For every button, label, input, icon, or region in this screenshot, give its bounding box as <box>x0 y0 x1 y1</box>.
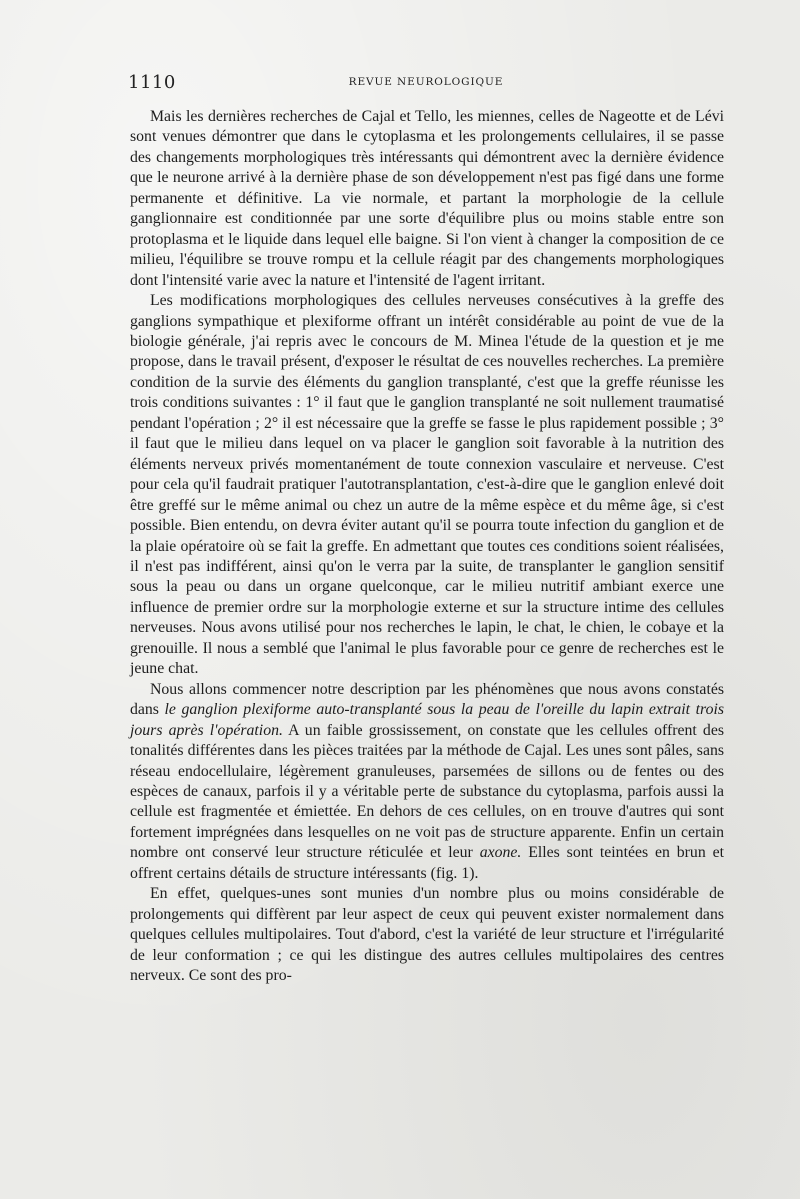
italic-term: axone. <box>479 844 522 862</box>
paragraph-text: Elles sont teintées en brun et offrent certains détails de structure intéressants (fig. 1). <box>130 844 724 882</box>
paragraph <box>130 680 724 885</box>
paragraph <box>130 291 724 680</box>
paragraph-text: Mais les dernières recherches de Cajal et Tello, les miennes, celles de Nageotte et de Lévi sont venues démontrer que dans le cytoplasma et les prolongements cellulaires, il se passe des changements morphologiques très intéressants qui démontrent avec la dernière évidence que le neurone arrivé à la dernière phase de son développement n'est pas figé dans une forme permanente et définitive. La vie normale, et partant la morphologie de la cellule ganglionnaire est conditionnée par une sorte d'équilibre plus ou moins stable entre son protoplasma et le liquide dans lequel elle baigne. Si l'on vient à changer la composition de ce milieu, l'équilibre se trouve rompu et la cellule réagit par des changements morphologiques dont l'intensité varie avec la nature et l'intensité de l'agent irritant. <box>130 108 724 289</box>
running-title: REVUE NEUROLOGIQUE <box>348 76 504 88</box>
italic-phrase: le ganglion plexiforme auto-transplanté sous la peau de l'oreille du lapin extrait trois jours après l'opération. <box>130 701 724 739</box>
paragraph-text: A un faible grossissement, on constate que les cellules offrent des tonalités différentes dans les pièces traitées par la méthode de Cajal. Les unes sont pâles, sans réseau endocellulaire, légèrement granuleuses, parsemées de sillons ou de fentes ou des espèces de canaux, parfois il y a véritable perte de substance du cytoplasma, parfois aussi la cellule est fragmentée et émiettée. En dehors de ces cellules, on en trouve d'autres qui sont fortement imprégnées dans lesquelles on ne voit pas de structure apparente. Enfin un certain nombre ont conservé leur structure réticulée et leur <box>130 721 724 862</box>
paragraph-text: Nous allons commencer notre description par les phénomènes que nous avons constatés dans <box>130 680 724 719</box>
paragraph-text: Les modifications morphologiques des cellules nerveuses consécutives à la greffe des ganglions sympathique et plexiforme offrant un intérêt considérable au point de vue de la biologie générale, j'ai repris avec le concours de M. Minea l'étude de la question et je me propose, dans le travail présent, d'exposer le résultat de ces nouvelles recherches. La première condition de la survie des éléments du ganglion transplanté, c'est que la greffe réunisse les trois conditions suivantes : 1° il faut que le ganglion transplanté ne soit nullement traumatisé pendant l'opération ; 2° il est nécessaire que la greffe se fasse le plus rapidement possible ; 3° il faut que le milieu dans lequel on va placer le ganglion soit favorable à la nutrition des éléments nerveux privés momentanément de toute connexion vasculaire et nerveuse. C'est pour cela qu'il faudrait pratiquer l'autotransplantation, c'est-à-dire que le ganglion enlevé doit être greffé sur le même animal ou chez un autre de la même espèce et du même âge, si c'est possible. Bien entendu, on devra éviter autant qu'il se pourra toute infection du ganglion et de la plaie opératoire où se fait la greffe. En admettant que toutes ces conditions soient réalisées, il n'est pas indifférent, ainsi qu'on le verra par la suite, de transplanter le ganglion sensitif sous la peau ou dans un organe quelconque, car le milieu nutritif ambiant exerce une influence de premier ordre sur la morphologie externe et sur la structure intime des cellules nerveuses. Nous avons utilisé pour nos recherches le lapin, le chat, le chien, le cobaye et la grenouille. Il nous a semblé que l'animal le plus favorable pour ce genre de recherches est le jeune chat. <box>130 292 724 678</box>
page-number: 1110 <box>128 72 176 93</box>
paragraph-text: En effet, quelques-unes sont munies d'un nombre plus ou moins considérable de prolongements qui diffèrent par leur aspect de ceux qui peuvent exister normalement dans quelques cellules multipolaires. Tout d'abord, c'est la variété de leur structure et l'irrégularité de leur conformation ; ce qui les distingue des autres cellules multipolaires des centres nerveux. Ce sont des pro- <box>130 885 724 985</box>
paragraph <box>130 884 724 986</box>
body-text <box>130 107 724 986</box>
paragraph <box>130 107 724 291</box>
page-header <box>128 72 724 94</box>
